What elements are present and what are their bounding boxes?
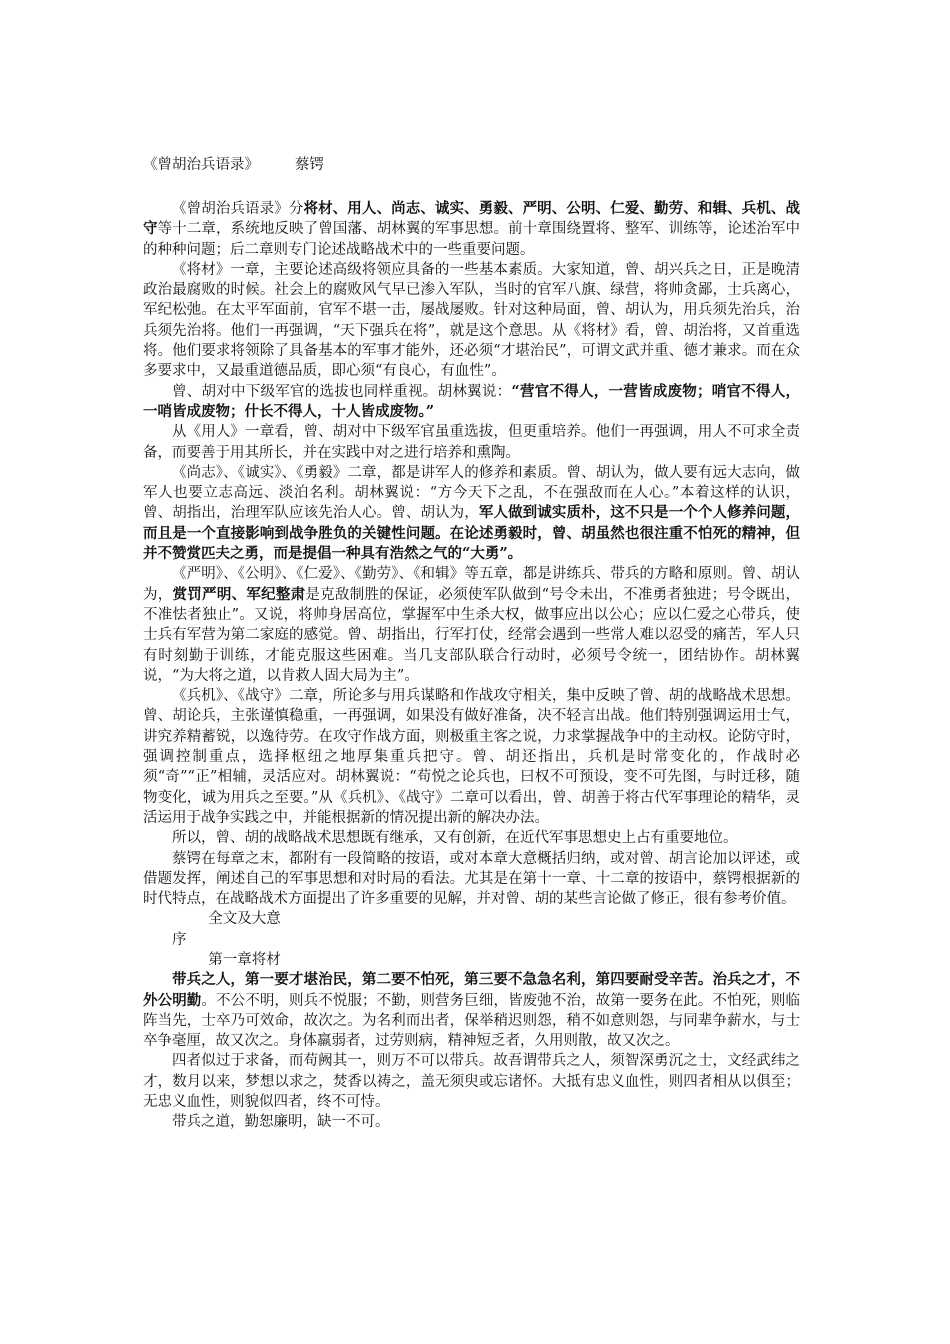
text-run: 是克敌制胜的保证，必须使军队做到“号令未出，不准勇者独进；号令既出，不准怯者独止”。又说，将帅身居高位，掌握军中生杀大权，做事应出以公心；应以仁爱之心带兵，使士兵有军营为第二家庭的感觉。曾、胡指出，行军打仗，经常会遇到一些常人难以忍受的痛苦，军人只有时刻勤于训练，才能克服这些困难。当几支部队联合行动时，必须号令统一，团结协作。胡林翼说，“为大将之道，以肯救人固大局为主”。	[143, 586, 800, 684]
paragraph	[143, 564, 800, 686]
bold-text: 带兵之人，第一要才堪治民，第二要不怕死，第三要不急急名利，第四要耐受辛苦。治兵之才，不外公明勤	[143, 971, 800, 1009]
text-run: 曾、胡对中下级军官的选拔也同样重视。胡林翼说：	[172, 383, 512, 400]
text-run: 《严明》、《公明》、《仁爱》、《勤劳》、《和辑》等五章，都是讲练兵、带兵的方略和原则。曾、胡认为，	[143, 566, 800, 603]
document-author: 蔡锷	[295, 157, 324, 173]
paragraph	[143, 1112, 800, 1132]
bold-text: 军人做到诚实质朴，这不只是一个个人修养问题，而且是一个直接影响到战争胜负的关键性问题。在论述勇毅时，曾、胡虽然也很注重不怕死的精神，但并不赞赏匹夫之勇，而是提倡一种具有浩然之气的“大勇”。	[143, 504, 801, 563]
chapter-1-section	[143, 970, 800, 1132]
paragraph	[143, 849, 800, 910]
text-run: 等十二章，系统地反映了曾国藩、胡林翼的军事思想。前十章围绕置将、整军、训练等，论述治军中的种种问题；后二章则专门论述战略战术中的一些重要问题。	[143, 221, 801, 258]
text-run: 《将材》一章，主要论述高级将领应具备的一些基本素质。大家知道，曾、胡兴兵之日，正是晚清政治最腐败的时候。社会上的腐败风气早已渗入军队，当时的官军八旗、绿营，将帅贪鄙，士兵离心，军纪松弛。在太平军面前，官军不堪一击，屡战屡败。针对这种局面，曾、胡认为，用兵须先治兵，治兵须先治将。他们一再强调，“天下强兵在将”，就是这个意思。从《将材》看，曾、胡治将，又首重选将。他们要求将领除了具备基本的军事才能外，还必须“才堪治民”，可谓文武并重、德才兼求。而在众多要求中，又最重道德品质，即心须“有良心，有血性”。	[143, 261, 800, 380]
text-run: 《曾胡治兵语录》分	[172, 201, 304, 217]
paragraph	[143, 970, 800, 1051]
bold-text: 赏罚严明、军纪整肃	[172, 585, 306, 603]
bold-text: 将材、用人、尚志、诚实、勇毅、严明、公明、仁爱、勤劳、和辑、兵机、战守	[143, 200, 801, 238]
text-run: 四者似过于求备，而苟阙其一，则万不可以带兵。故吾谓带兵之人，须智深勇沉之士，文经武纬之才，数月以来，梦想以求之，焚香以祷之，盖无须臾或忘诸怀。大抵有忠义血性，则四者相从以俱至；无忠义血性，则貌似四者，终不可恃。	[143, 1053, 800, 1111]
paragraph	[143, 382, 800, 423]
heading-full-text: 全文及大意	[208, 911, 281, 928]
introduction-section	[143, 199, 800, 909]
paragraph	[143, 828, 800, 848]
text-run: 带兵之道，勤恕廉明，缺一不可。	[172, 1114, 390, 1131]
text-run: 《兵机》、《战守》二章，所论多与用兵谋略和作战攻守相关，集中反映了曾、胡的战略战术思想。曾、胡论兵，主张谨慎稳重，一再强调，如果没有做好准备，决不轻言出战。他们特别强调运用士气，讲究养精蓄锐，以逸待劳。在攻守作战方面，则极重主客之说，力求掌握战争中的主动权。论防守时，强调控制重点，选择枢纽之地厚集重兵把守。曾、胡还指出，兵机是时常变化的，作战时必须“奇”“正”相辅，灵活应对。胡林翼说：“苟悦之论兵也，曰权不可预设，变不可先图，与时迁移，随物变化，诚为用兵之至要。”从《兵机》、《战守》二章可以看出，曾、胡善于将古代军事理论的精华，灵活运用于战争实践之中，并能根据新的情况提出新的解决办法。	[143, 688, 800, 826]
text-run: 《尚志》、《诚实》、《勇毅》二章，都是讲军人的修养和素质。曾、胡认为，做人要有远大志向，做军人也要立志高远、淡泊名利。胡林翼说：“方今天下之乱，不在强敌而在人心。”本着这样的认识，曾、胡指出，治理军队应该先治人心。曾、胡认为，	[143, 464, 800, 522]
paragraph	[143, 686, 800, 828]
text-run: 所以，曾、胡的战略战术思想既有继承，又有创新，在近代军事思想史上占有重要地位。	[172, 830, 738, 847]
text-run: 从《用人》一章看，曾、胡对中下级军官虽重选拔，但更重培养。他们一再强调，用人不可求全责备，而要善于用其所长，并在实践中对之进行培养和熏陶。	[143, 424, 800, 461]
paragraph	[143, 260, 800, 382]
bold-text: “营官不得人，一营皆成废物；哨官不得人，一哨皆成废物；什长不得人，十人皆成废物。”	[143, 382, 801, 420]
text-run: 。不公不明，则兵不悦服；不勤，则营务巨细，皆废弛不治，故第一要务在此。不怕死，则临阵当先，士卒乃可效命，故次之。为名利而出者，保举稍迟则怨，稍不如意则怨，与同辈争薪水，与士卒争毫厘，故又次之。身体羸弱者，过劳则病，精神短乏者，久用则散，故又次之。	[143, 992, 801, 1050]
heading-chapter-1: 第一章将材	[208, 951, 281, 968]
document-title-line	[143, 155, 324, 175]
text-run: 蔡锷在每章之末，都附有一段简略的按语，或对本章大意概括归纳，或对曾、胡言论加以评述，或借题发挥，阐述自己的军事思想和对时局的看法。尤其是在第十一章、十二章的按语中，蔡锷根据新的时代特点，在战略战术方面提出了许多重要的见解，并对曾、胡的某些言论做了修正，很有参考价值。	[143, 850, 800, 908]
paragraph	[143, 422, 800, 463]
heading-preface: 序	[172, 931, 187, 948]
paragraph	[143, 1051, 800, 1112]
document-body	[143, 199, 800, 1133]
document-title: 《曾胡治兵语录》	[143, 157, 259, 173]
paragraph	[143, 463, 800, 564]
paragraph	[143, 199, 800, 260]
